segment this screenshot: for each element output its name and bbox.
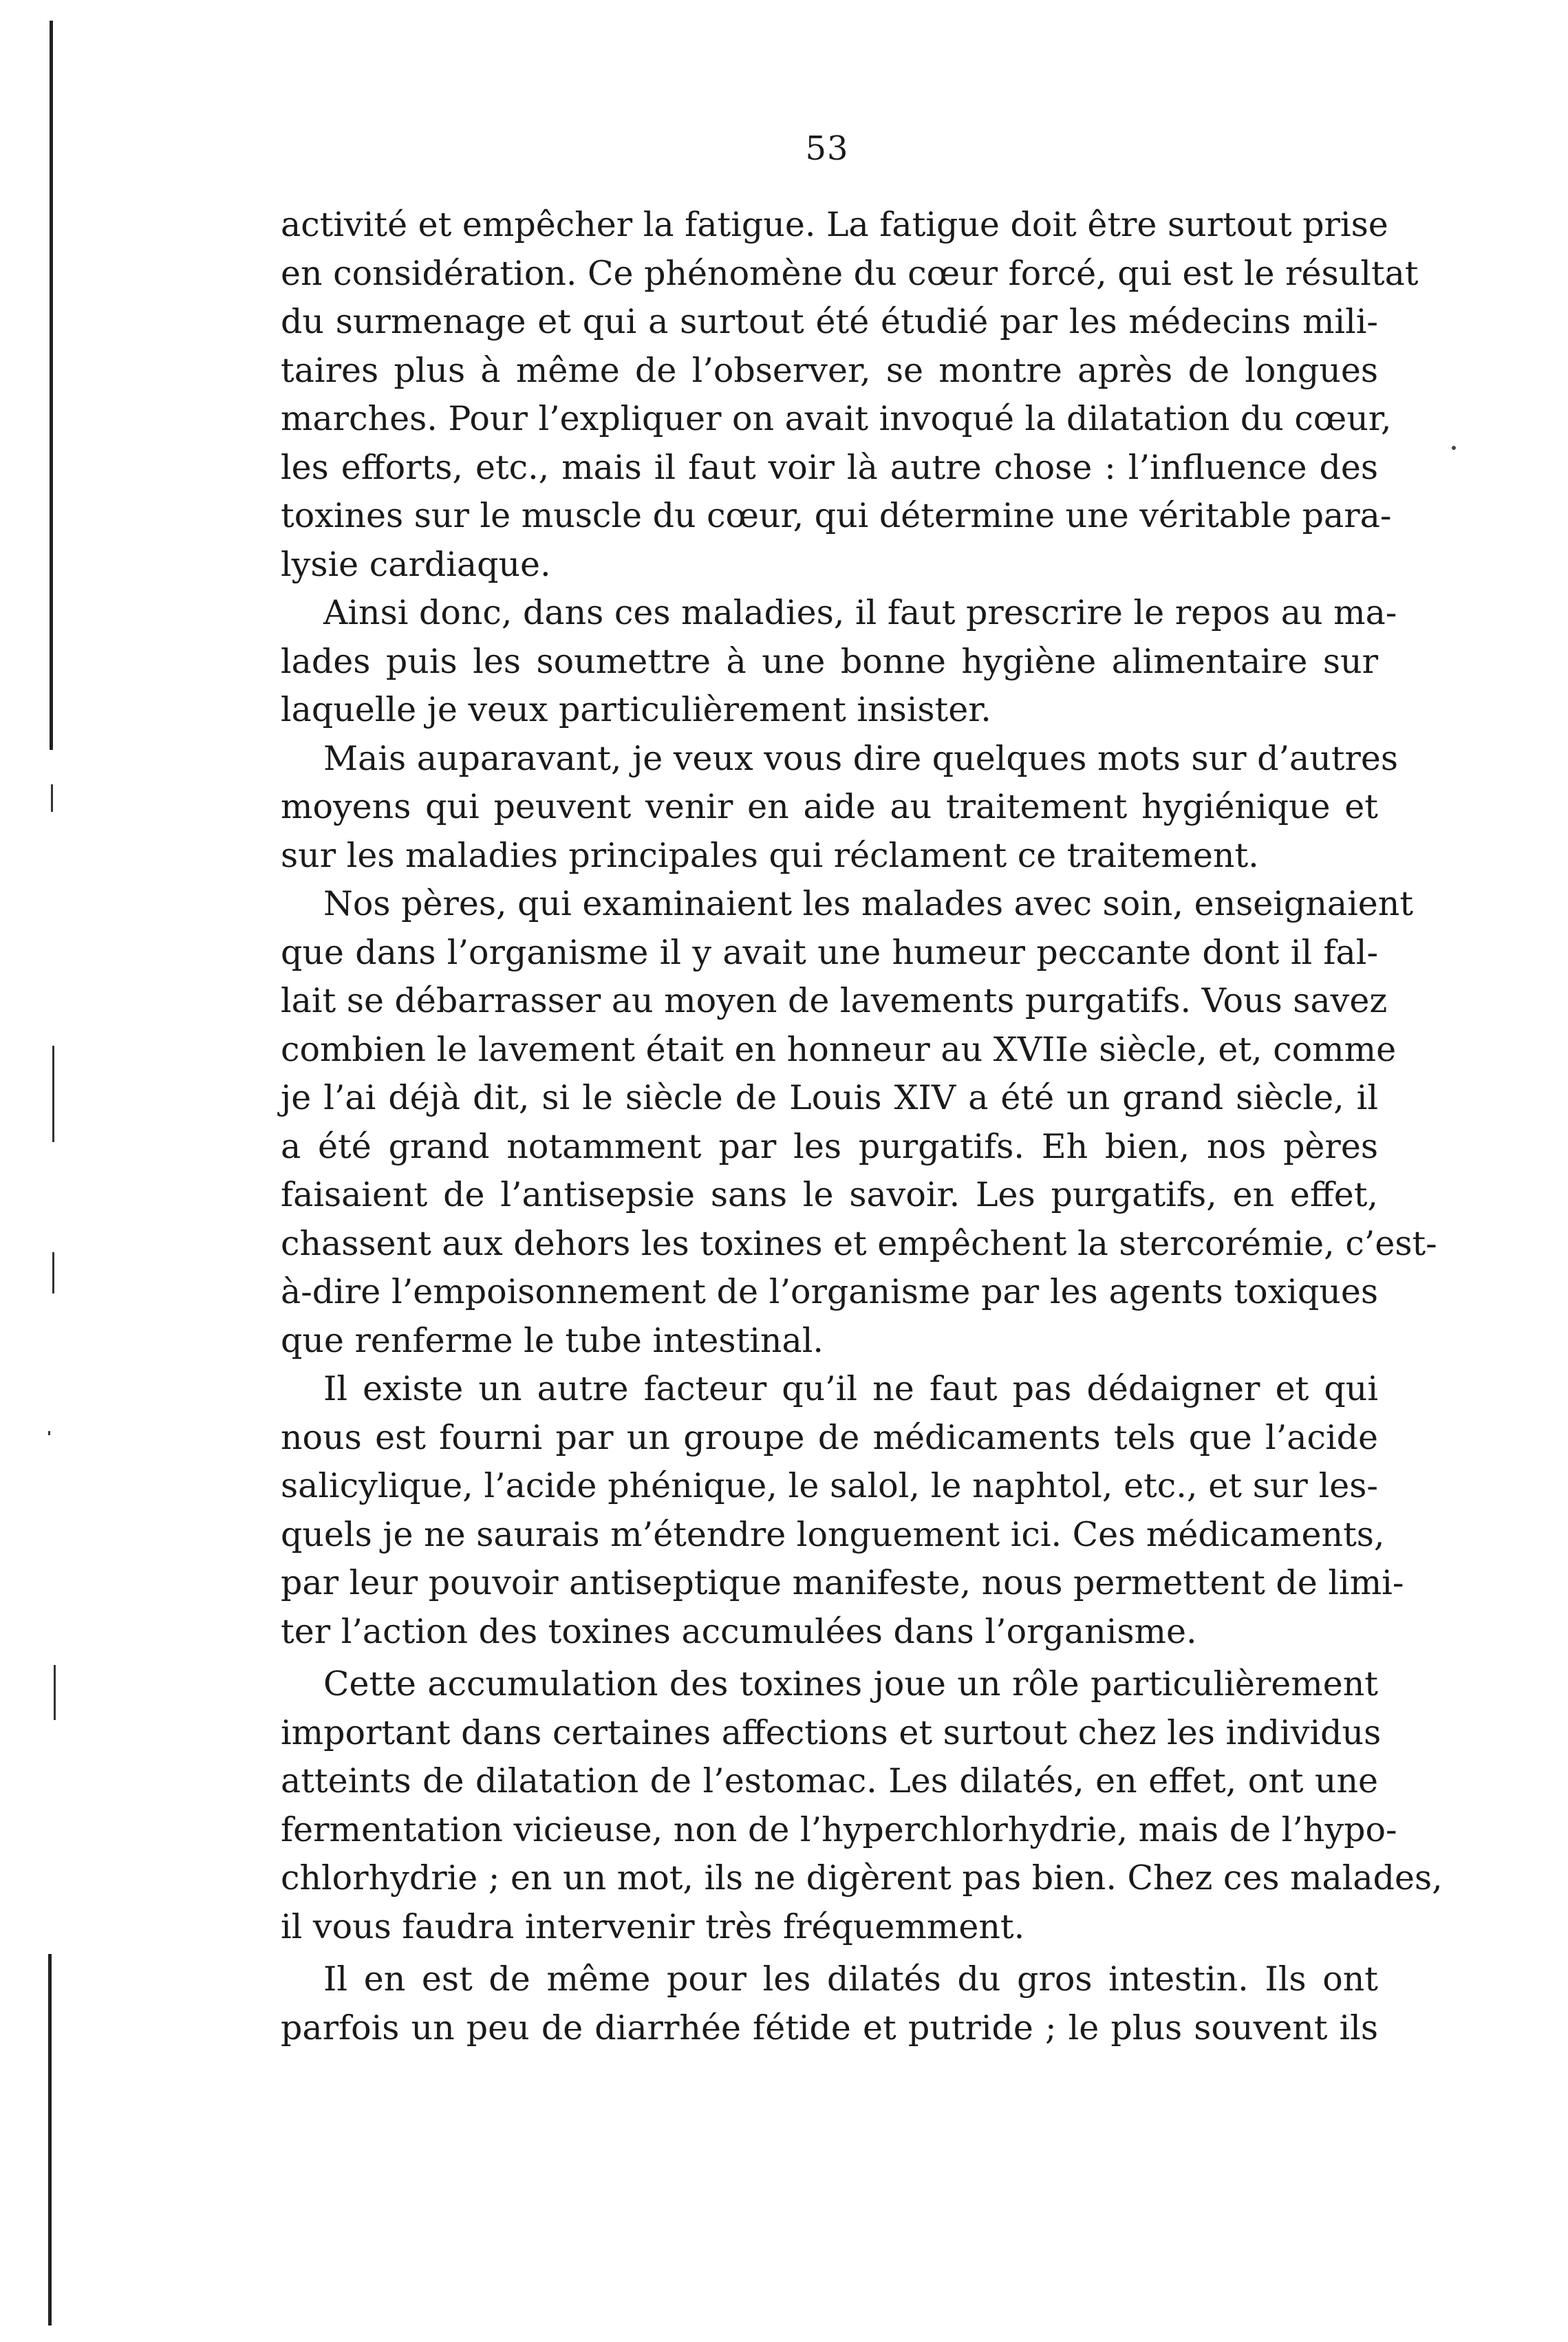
text-line: Ainsi donc, dans ces maladies, il faut prescrire le repos au ma- <box>323 593 1397 632</box>
paragraph-1 <box>281 201 1419 589</box>
text-line: quels je ne saurais m’étendre longuement ici. Ces médicaments, <box>281 1514 1385 1554</box>
binding-mark <box>48 1431 50 1435</box>
text-line: par leur pouvoir antiseptique manifeste, nous permettent de limi- <box>281 1563 1404 1602</box>
page-number: 53 <box>805 129 849 168</box>
text-line: en considération. Ce phénomène du cœur forcé, qui est le résultat <box>281 253 1419 293</box>
text-line: lait se débarrasser au moyen de lavements purgatifs. Vous savez <box>281 981 1388 1020</box>
text-line: que renferme le tube intestinal. <box>281 1320 824 1360</box>
paragraph-6 <box>281 1660 1443 1951</box>
text-line: lysie cardiaque. <box>281 544 551 584</box>
text-line: il vous faudra intervenir très fréquemment. <box>281 1906 1025 1946</box>
text-line: parfois un peu de diarrhée fétide et putride ; le plus souvent ils <box>281 2008 1378 2048</box>
body-text <box>281 201 1443 2052</box>
text-line: important dans certaines affections et surtout chez les individus <box>281 1712 1382 1752</box>
text-line: à-dire l’empoisonnement de l’organisme par les agents toxiques <box>281 1272 1378 1311</box>
binding-mark <box>51 784 53 812</box>
text-line: marches. Pour l’expliquer on avait invoqué la dilatation du cœur, <box>281 399 1392 438</box>
text-line: ter l’action des toxines accumulées dans l’organisme. <box>281 1611 1197 1651</box>
text-line: Nos pères, qui examinaient les malades avec soin, enseignaient <box>323 884 1414 923</box>
print-speck <box>1452 446 1456 450</box>
text-line: combien le lavement était en honneur au XVIIe siècle, et, comme <box>281 1029 1397 1069</box>
binding-shadow-line <box>48 1954 52 2325</box>
text-line: du surmenage et qui a surtout été étudié par les médecins mili- <box>281 302 1378 341</box>
binding-mark <box>52 1252 54 1293</box>
text-line: atteints de dilatation de l’estomac. Les dilatés, en effet, ont une <box>281 1761 1378 1801</box>
binding-mark <box>52 1046 54 1142</box>
paragraph-7 <box>281 1955 1378 2052</box>
text-line: activité et empêcher la fatigue. La fatigue doit être surtout prise <box>281 205 1388 244</box>
text-line: salicylique, l’acide phénique, le salol, le naphtol, etc., et sur les- <box>281 1466 1378 1505</box>
text-line: faisaient de l’antisepsie sans le savoir. Les purgatifs, en effet, <box>281 1175 1378 1214</box>
text-line: a été grand notamment par les purgatifs. Eh bien, nos pères <box>281 1126 1378 1166</box>
text-line: que dans l’organisme il y avait une humeur peccante dont il fal- <box>281 932 1378 972</box>
text-line: moyens qui peuvent venir en aide au traitement hygiénique et <box>281 787 1378 826</box>
binding-mark <box>54 1665 56 1720</box>
text-line: nous est fourni par un groupe de médicaments tels que l’acide <box>281 1417 1378 1457</box>
text-line: lades puis les soumettre à une bonne hygiène alimentaire sur <box>281 641 1378 681</box>
text-line: taires plus à même de l’observer, se montre après de longues <box>281 350 1378 390</box>
text-line: fermentation vicieuse, non de l’hyperchlorhydrie, mais de l’hypo- <box>281 1809 1397 1849</box>
text-line: je l’ai déjà dit, si le siècle de Louis XIV a été un grand siècle, il <box>281 1078 1378 1117</box>
paragraph-3 <box>281 735 1399 881</box>
page-binding-edge <box>0 0 103 2342</box>
text-line: chlorhydrie ; en un mot, ils ne digèrent pas bien. Chez ces malades, <box>281 1858 1443 1898</box>
paragraph-2 <box>281 589 1397 735</box>
text-line: les efforts, etc., mais il faut voir là autre chose : l’influence des <box>281 447 1378 487</box>
text-line: Il existe un autre facteur qu’il ne faut pas dédaigner et qui <box>323 1369 1378 1408</box>
text-line: chassent aux dehors les toxines et empêchent la stercorémie, c’est- <box>281 1223 1437 1263</box>
binding-shadow-line <box>50 21 53 750</box>
paragraph-4 <box>281 880 1437 1365</box>
text-line: Cette accumulation des toxines joue un rôle particulièrement <box>323 1664 1378 1704</box>
text-line: toxines sur le muscle du cœur, qui détermine une véritable para- <box>281 496 1392 535</box>
text-line: Il en est de même pour les dilatés du gros intestin. Ils ont <box>323 1959 1378 1999</box>
text-line: sur les maladies principales qui réclament ce traitement. <box>281 835 1259 875</box>
text-line: laquelle je veux particulièrement insister. <box>281 690 991 729</box>
text-line: Mais auparavant, je veux vous dire quelques mots sur d’autres <box>323 738 1399 778</box>
paragraph-5 <box>281 1365 1404 1656</box>
